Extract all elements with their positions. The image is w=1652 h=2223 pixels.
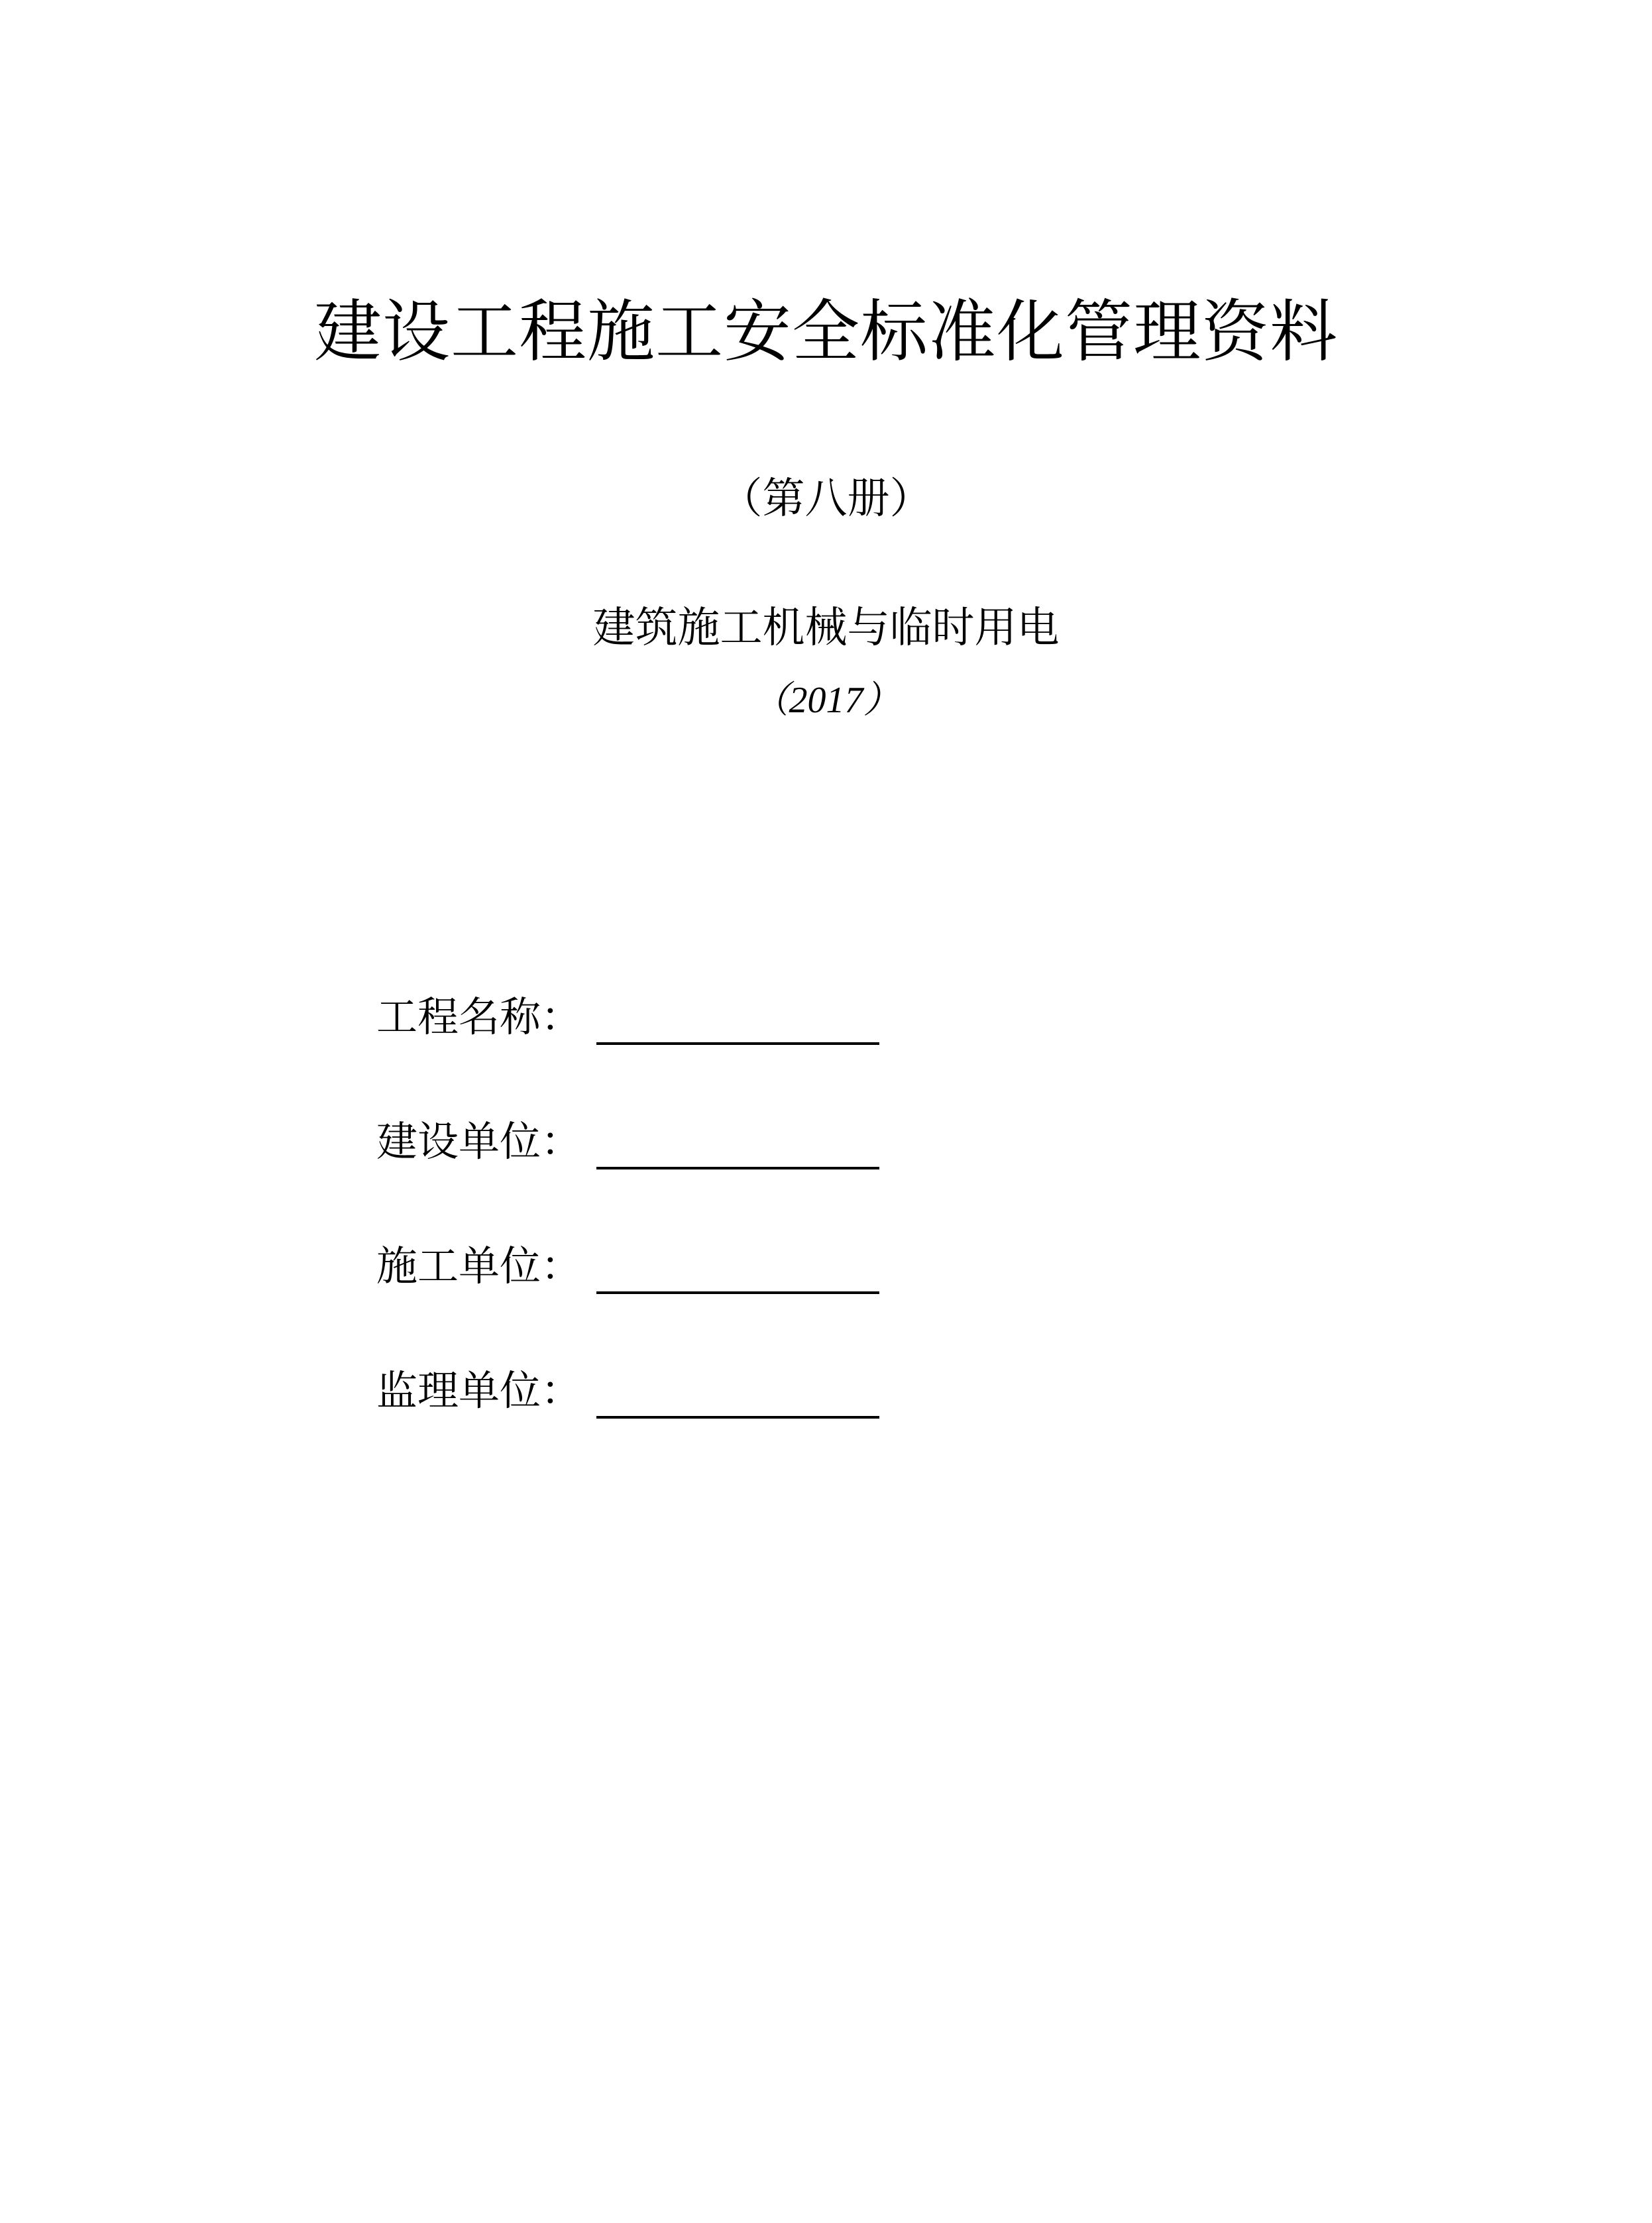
client-unit-label: 建设单位： — [376, 1117, 582, 1166]
supervision-unit-label: 监理单位： — [376, 1366, 582, 1415]
contractor-unit-blank-line — [596, 1291, 879, 1294]
contractor-unit-label: 施工单位： — [376, 1242, 582, 1290]
document-year: （2017） — [751, 680, 901, 721]
project-name-label: 工程名称： — [376, 993, 582, 1041]
supervision-unit-field — [376, 1361, 1304, 1486]
document-subtitle: 建筑施工机械与临时用电 — [592, 604, 1060, 653]
project-name-blank-line — [596, 1042, 879, 1045]
document-title: 建设工程施工安全标准化管理资料 — [314, 293, 1338, 372]
volume-number: （第八册） — [720, 474, 932, 523]
contractor-unit-field — [376, 1236, 1304, 1361]
client-unit-field — [376, 1112, 1304, 1236]
supervision-unit-blank-line — [596, 1416, 879, 1419]
project-name-field — [376, 987, 1304, 1112]
project-info-fields — [376, 987, 1304, 1486]
client-unit-blank-line — [596, 1167, 879, 1169]
